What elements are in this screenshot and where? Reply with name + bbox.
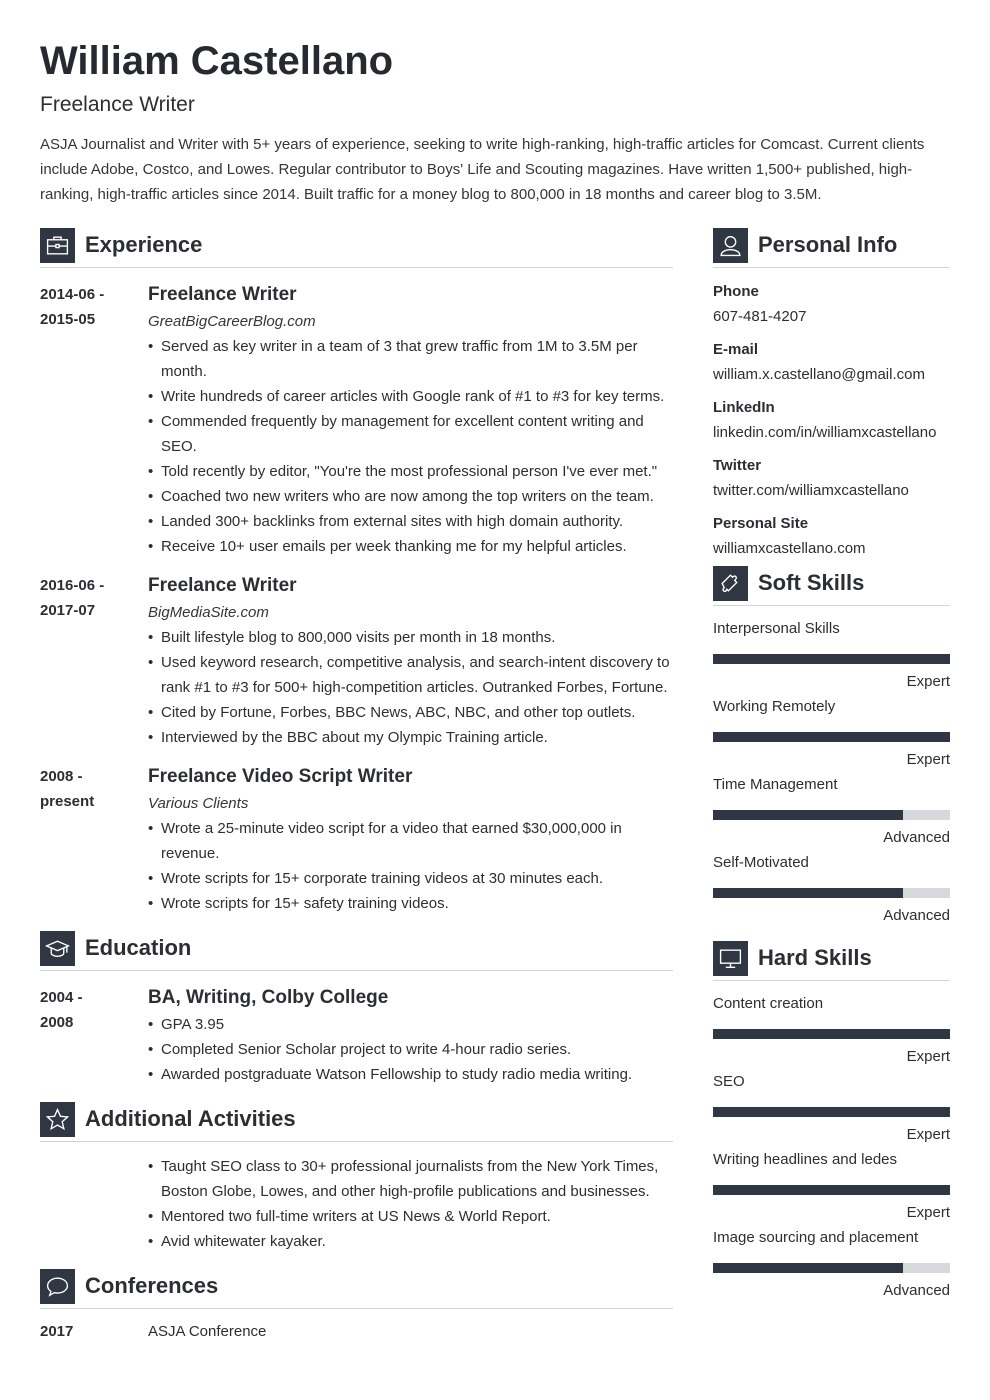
section-header	[40, 1101, 673, 1142]
bullet-item: • Built lifestyle blog to 800,000 visits per month in 18 months.	[148, 625, 673, 650]
skill-level: Expert	[906, 1126, 950, 1143]
date-start: 2008 -	[40, 768, 83, 785]
bullet-item: • Receive 10+ user emails per week thanking me for my helpful articles.	[148, 534, 673, 559]
candidate-title: Freelance Writer	[40, 93, 195, 116]
skill-bar-fill	[713, 1107, 950, 1117]
skill-name: Writing headlines and ledes	[713, 1151, 898, 1168]
skill-bar-fill	[713, 810, 903, 820]
bullet-item: • Used keyword research, competitive analysis, and search-intent discovery to rank #1 to #3 for 500+ high-competition articles. Outranked Forbes, Fortune.	[148, 650, 673, 700]
skill-bar	[713, 1107, 950, 1117]
bullet-item: • Taught SEO class to 30+ professional journalists from the New York Times, Boston Globe, Lowes, and other high-profile publications and businesses.	[148, 1154, 673, 1204]
skill-name: SEO	[713, 1073, 745, 1090]
skill-item	[713, 991, 950, 1069]
skill-bar	[713, 732, 950, 742]
bullet-item: • GPA 3.95	[148, 1012, 673, 1037]
section-title: Experience	[85, 232, 203, 257]
monitor-icon	[713, 941, 748, 976]
skill-name: Self-Motivated	[713, 854, 809, 871]
bullet-item: • Wrote scripts for 15+ safety training videos.	[148, 891, 673, 916]
degree-title: BA, Writing, Colby College	[148, 987, 389, 1008]
skill-level: Expert	[906, 1204, 950, 1221]
section-header	[713, 565, 950, 606]
skill-bar-fill	[713, 1263, 903, 1273]
activities-entry	[40, 1154, 673, 1254]
conference-entry	[40, 1319, 673, 1344]
bullet-item: • Interviewed by the BBC about my Olympic Training article.	[148, 725, 673, 750]
conference-name: ASJA Conference	[148, 1323, 267, 1340]
entry-body	[148, 282, 673, 559]
company-name: Various Clients	[148, 795, 249, 812]
skill-bar-fill	[713, 888, 903, 898]
entry-date	[40, 573, 148, 750]
skill-bar	[713, 1263, 950, 1273]
date-start: 2004 -	[40, 989, 83, 1006]
bullet-list	[148, 334, 673, 559]
skill-level: Expert	[906, 1048, 950, 1065]
company-name: BigMediaSite.com	[148, 604, 269, 621]
summary-paragraph: ASJA Journalist and Writer with 5+ years of experience, seeking to write high-ranking, high-traffic articles for Comcast. Current clients include Adobe, Costco, and Lowes. Regular contributor to Boys' Life and Scouting magazines. Have written 1,500+ published, high-ranking, high-traffic articles since 2014. Built traffic for a money blog to 800,000 in 18 months and career blog to 3.5M.	[40, 136, 925, 203]
activities-bullets	[148, 1154, 673, 1254]
info-value: linkedin.com/in/williamxcastellano	[713, 424, 937, 441]
skill-level: Advanced	[883, 829, 950, 846]
info-label: Phone	[713, 283, 759, 300]
date-end: 2015-05	[40, 311, 96, 328]
date-end: 2017-07	[40, 602, 96, 619]
date-end: present	[40, 793, 95, 810]
skill-bar	[713, 1029, 950, 1039]
education-section	[40, 930, 673, 1087]
section-header	[40, 930, 673, 971]
hard-skills-list	[713, 991, 950, 1303]
person-icon	[713, 228, 748, 263]
skill-bar	[713, 654, 950, 664]
soft-skills-section	[713, 565, 950, 928]
skill-bar-fill	[713, 654, 950, 664]
activities-section	[40, 1101, 673, 1254]
date-end: 2008	[40, 1014, 74, 1031]
briefcase-icon	[40, 228, 75, 263]
skill-name: Time Management	[713, 776, 838, 793]
puzzle-icon	[713, 566, 748, 601]
bullet-item: • Wrote a 25-minute video script for a video that earned $30,000,000 in revenue.	[148, 816, 673, 866]
bullet-list	[148, 816, 673, 916]
skill-item	[713, 850, 950, 928]
entry-date	[40, 764, 148, 916]
bullet-item: • Completed Senior Scholar project to write 4-hour radio series.	[148, 1037, 673, 1062]
info-label: E-mail	[713, 341, 759, 358]
skill-name: Content creation	[713, 995, 824, 1012]
date-start: 2014-06 -	[40, 286, 105, 303]
skill-item	[713, 1225, 950, 1303]
skill-bar	[713, 1185, 950, 1195]
resume-header	[40, 38, 950, 207]
bullet-item: • Avid whitewater kayaker.	[148, 1229, 673, 1254]
experience-entry	[40, 282, 673, 559]
experience-section	[40, 227, 673, 916]
job-title: Freelance Writer	[148, 575, 297, 596]
bullet-item: • Awarded postgraduate Watson Fellowship to study radio media writing.	[148, 1062, 673, 1087]
skill-item	[713, 694, 950, 772]
info-label: Personal Site	[713, 515, 809, 532]
soft-skills-list	[713, 616, 950, 928]
graduation-cap-icon	[40, 931, 75, 966]
skill-item	[713, 772, 950, 850]
section-title: Additional Activities	[85, 1106, 296, 1131]
entry-date	[40, 985, 148, 1087]
skill-name: Working Remotely	[713, 698, 836, 715]
entry-date	[40, 282, 148, 559]
skill-bar-fill	[713, 732, 950, 742]
info-value: williamxcastellano.com	[713, 540, 866, 557]
skill-bar	[713, 810, 950, 820]
bullet-item: • Mentored two full-time writers at US News & World Report.	[148, 1204, 673, 1229]
skill-bar-fill	[713, 1029, 950, 1039]
skill-level: Expert	[906, 751, 950, 768]
skill-level: Advanced	[883, 907, 950, 924]
info-label: LinkedIn	[713, 399, 775, 416]
experience-entry	[40, 573, 673, 750]
personal-info-section	[713, 227, 950, 561]
skill-bar-fill	[713, 1185, 950, 1195]
job-title: Freelance Video Script Writer	[148, 766, 413, 787]
info-value: twitter.com/williamxcastellano	[713, 482, 909, 499]
activities-body	[148, 1154, 673, 1254]
section-title: Hard Skills	[758, 945, 872, 970]
info-value: 607-481-4207	[713, 308, 807, 325]
section-title: Conferences	[85, 1273, 219, 1298]
bullet-item: • Coached two new writers who are now among the top writers on the team.	[148, 484, 673, 509]
left-column	[40, 227, 673, 1344]
bullet-item: • Commended frequently by management for excellent content writing and SEO.	[148, 409, 673, 459]
job-title: Freelance Writer	[148, 284, 297, 305]
section-title: Personal Info	[758, 232, 898, 257]
section-header	[713, 940, 950, 981]
info-label: Twitter	[713, 457, 762, 474]
skill-item	[713, 1069, 950, 1147]
skill-level: Advanced	[883, 1282, 950, 1299]
education-list	[40, 985, 673, 1087]
company-name: GreatBigCareerBlog.com	[148, 313, 316, 330]
skill-level: Expert	[906, 673, 950, 690]
bullet-list	[148, 1012, 673, 1087]
star-icon	[40, 1102, 75, 1137]
conferences-list	[40, 1319, 673, 1344]
skill-item	[713, 1147, 950, 1225]
skill-bar	[713, 888, 950, 898]
conferences-section	[40, 1268, 673, 1344]
entry-body	[148, 573, 673, 750]
bullet-list	[148, 625, 673, 750]
section-title: Soft Skills	[758, 570, 865, 595]
bullet-item: • Landed 300+ backlinks from external sites with high domain authority.	[148, 509, 673, 534]
bullet-item: • Served as key writer in a team of 3 that grew traffic from 1M to 3.5M per month.	[148, 334, 673, 384]
conference-year: 2017	[40, 1323, 74, 1340]
section-header	[713, 227, 950, 268]
skill-name: Image sourcing and placement	[713, 1229, 919, 1246]
experience-entry	[40, 764, 673, 916]
candidate-name: William Castellano	[40, 39, 394, 83]
speech-bubble-icon	[40, 1269, 75, 1304]
bullet-item: • Cited by Fortune, Forbes, BBC News, ABC, NBC, and other top outlets.	[148, 700, 673, 725]
bullet-item: • Wrote scripts for 15+ corporate training videos at 30 minutes each.	[148, 866, 673, 891]
skill-name: Interpersonal Skills	[713, 620, 840, 637]
bullet-item: • Write hundreds of career articles with Google rank of #1 to #3 for key terms.	[148, 384, 673, 409]
education-entry	[40, 985, 673, 1087]
empty-date	[40, 1154, 148, 1254]
hard-skills-section	[713, 940, 950, 1303]
right-column	[713, 227, 950, 1303]
section-header	[40, 1268, 673, 1309]
info-value: william.x.castellano@gmail.com	[713, 366, 925, 383]
entry-body	[148, 764, 673, 916]
personal-info-list	[713, 279, 950, 561]
experience-list	[40, 282, 673, 916]
skill-item	[713, 616, 950, 694]
section-header	[40, 227, 673, 268]
entry-body	[148, 985, 673, 1087]
bullet-item: • Told recently by editor, "You're the most professional person I've ever met."	[148, 459, 673, 484]
date-start: 2016-06 -	[40, 577, 105, 594]
section-title: Education	[85, 935, 192, 960]
